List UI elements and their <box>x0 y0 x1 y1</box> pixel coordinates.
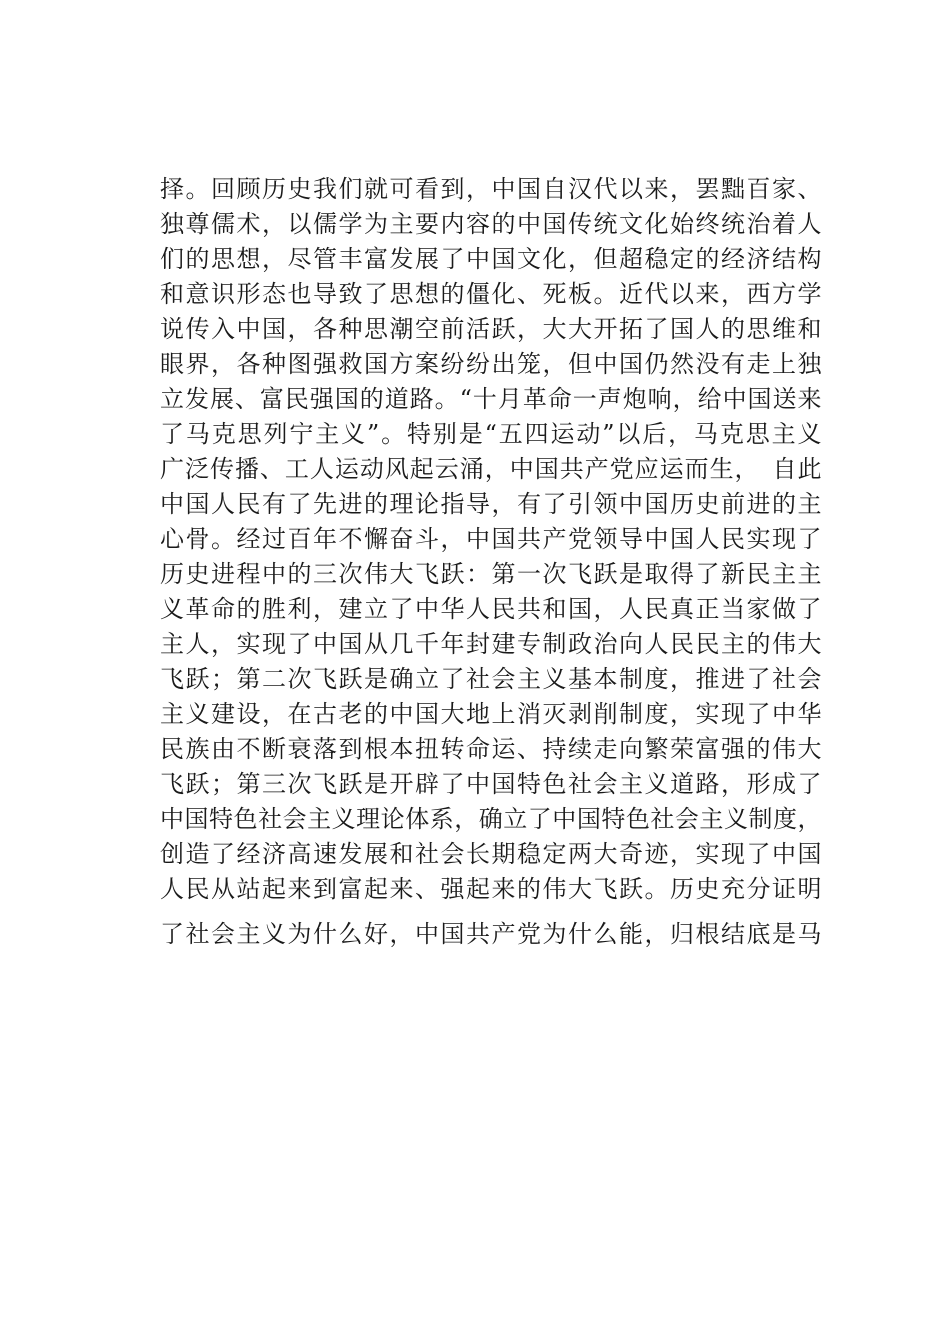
text-line-10: 中国人民有了先进的理论指导，有了引领中国历史前进的主 <box>160 490 822 518</box>
text-line-1: 择。回顾历史我们就可看到，中国自汉代以来，罢黜百家、 <box>160 175 822 203</box>
text-line-5: 说传入中国，各种思潮空前活跃，大大开拓了国人的思维和 <box>160 315 822 343</box>
text-line-3: 们的思想，尽管丰富发展了中国文化，但超稳定的经济结构 <box>160 245 822 273</box>
text-line-6: 眼界，各种图强救国方案纷纷出笼，但中国仍然没有走上独 <box>160 350 822 378</box>
text-line-21: 人民从站起来到富起来、强起来的伟大飞跃。历史充分证明 <box>160 875 822 903</box>
text-line-12: 历史进程中的三次伟大飞跃：第一次飞跃是取得了新民主主 <box>160 560 822 588</box>
text-line-19: 中国特色社会主义理论体系，确立了中国特色社会主义制度， <box>160 805 822 833</box>
text-line-18: 飞跃；第三次飞跃是开辟了中国特色社会主义道路，形成了 <box>160 770 822 798</box>
text-line-20: 创造了经济高速发展和社会长期稳定两大奇迹，实现了中国 <box>160 840 822 868</box>
text-line-13: 义革命的胜利，建立了中华人民共和国，人民真正当家做了 <box>160 595 822 623</box>
text-line-14: 主人，实现了中国从几千年封建专制政治向人民民主的伟大 <box>160 630 822 658</box>
text-line-4: 和意识形态也导致了思想的僵化、死板。近代以来，西方学 <box>160 280 822 308</box>
text-line-11: 心骨。经过百年不懈奋斗，中国共产党领导中国人民实现了 <box>160 525 822 553</box>
text-line-8: 了马克思列宁主义”。特别是“五四运动”以后，马克思主义 <box>160 420 822 448</box>
text-line-22: 了社会主义为什么好，中国共产党为什么能，归根结底是马 <box>160 920 822 948</box>
text-line-16: 主义建设，在古老的中国大地上消灭剥削制度，实现了中华 <box>160 700 822 728</box>
text-line-2: 独尊儒术，以儒学为主要内容的中国传统文化始终统治着人 <box>160 210 822 238</box>
body-paragraph <box>160 172 822 952</box>
text-line-9: 广泛传播、工人运动风起云涌，中国共产党应运而生， 自此 <box>160 455 822 483</box>
text-line-7: 立发展、富民强国的道路。“十月革命一声炮响，给中国送来 <box>160 385 822 413</box>
text-line-15: 飞跃；第二次飞跃是确立了社会主义基本制度，推进了社会 <box>160 665 822 693</box>
text-line-17: 民族由不断衰落到根本扭转命运、持续走向繁荣富强的伟大 <box>160 735 822 763</box>
